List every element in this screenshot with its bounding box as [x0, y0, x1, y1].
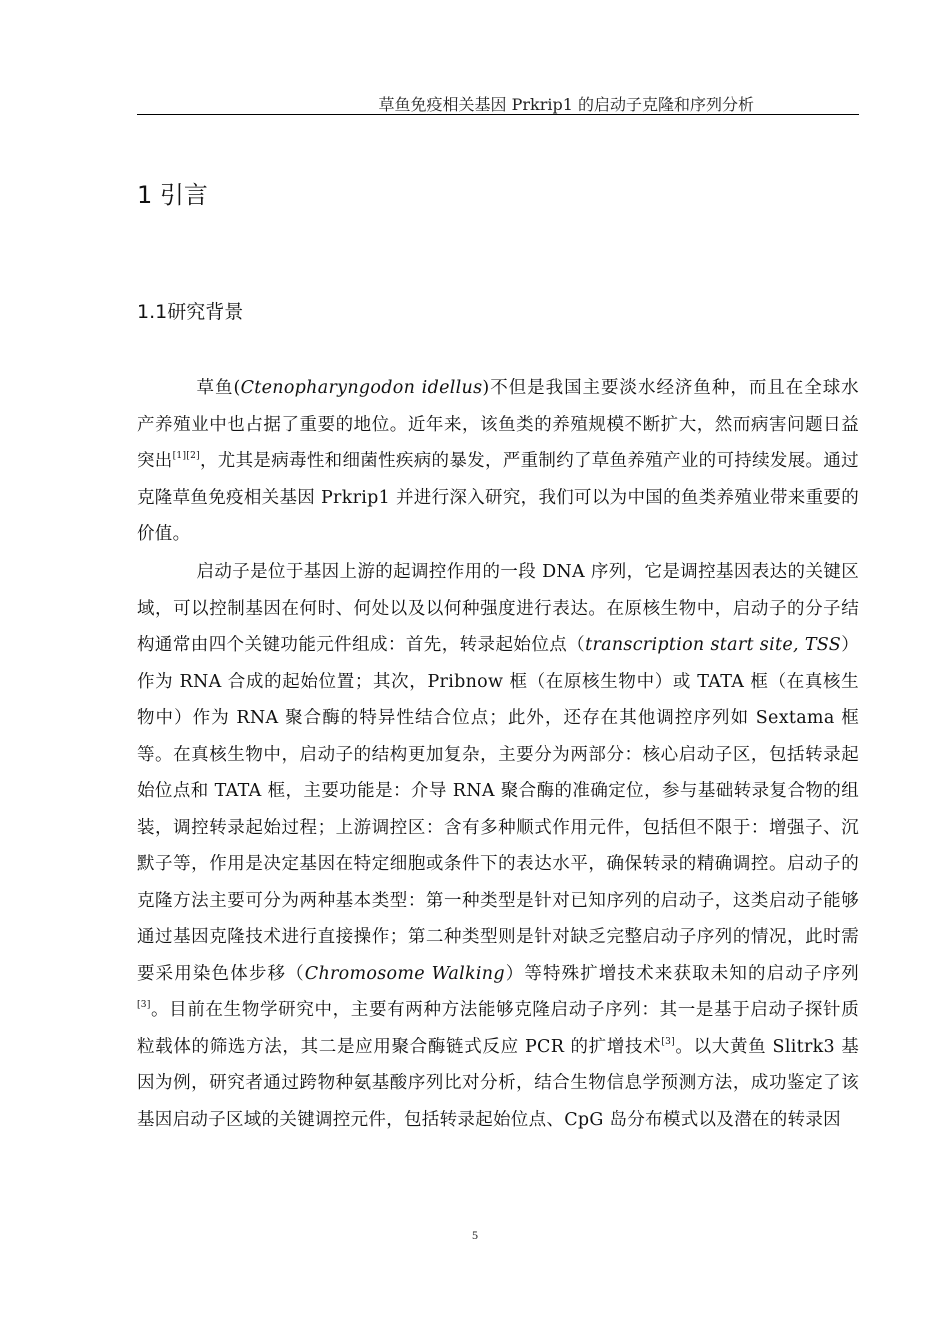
subsection-heading: [137, 297, 243, 324]
citation: [3]: [137, 1000, 151, 1010]
term-italic: Chromosome Walking: [304, 963, 505, 984]
term-italic: transcription start site, TSS: [585, 635, 842, 655]
text-run: 。以大黄鱼 Slitrk3 基因为例，研究者通过跨物种氨基酸序列比对分析，结合生物信息学预测方法，成功鉴定了该基因启动子区域的关键调控元件，包括转录起始位点、CpG 岛分布模式以及潜在的转录因: [137, 1036, 860, 1130]
text-run: )不但是我国主要淡水经济鱼种，而且在全球水产养殖业中也占据了重要的地位。近年来，该鱼类的养殖规模不断扩大，然而病害问题日益突出: [137, 378, 859, 471]
text-run: ）作为 RNA 合成的起始位置；其次，Pribnow 框（在原核生物中）或 TATA 框（在真核生物中）作为 RNA 聚合酶的特异性结合位点；此外，还存在其他调控序列如 Sextama 框等。在真核生物中，启动子的结构更加复杂，主要分为两部分：核心启动子区，包括转录起始位点和 TATA 框，主要功能是：介导 RNA 聚合酶的准确定位，参与基础转录复合物的组装，调控转录起始过程；上游调控区：含有多种顺式作用元件，包括但不限于：增强子、沉默子等，作用是决定基因在特定细胞或条件下的表达水平，确保转录的精确调控。启动子的克隆方法主要可分为两种基本类型：第一种类型是针对已知序列的启动子，这类启动子能够通过基因克隆技术进行直接操作；第二种类型则是针对缺乏完整启动子序列的情况，此时需要采用染色体步移（: [137, 635, 860, 984]
text-run: 。目前在生物学研究中，主要有两种方法能够克隆启动子序列：其一是基于启动子探针质粒载体的筛选方法，其二是应用聚合酶链式反应 PCR 的扩增技术: [137, 1000, 859, 1057]
page-number: 5: [472, 1228, 478, 1242]
section-heading: [137, 175, 208, 210]
text-run: ）等特殊扩增技术来获取未知的启动子序列: [504, 963, 860, 984]
running-header: 草鱼免疫相关基因 Prkrip1 的启动子克隆和序列分析: [378, 95, 754, 114]
subsection-title: 研究背景: [167, 301, 244, 323]
citation: [3]: [661, 1036, 676, 1047]
paragraph-1: [137, 370, 859, 553]
section-title: 引言: [159, 181, 208, 209]
paragraph-2: [137, 554, 859, 1138]
section-number: 1: [137, 181, 153, 209]
header-rule: [137, 114, 859, 115]
subsection-number: 1.1: [137, 301, 168, 323]
text-run: 启动子是位于基因上游的起调控作用的一段 DNA 序列，它是调控基因表达的关键区域，可以控制基因在何时、何处以及以何种强度进行表达。在原核生物中，启动子的分子结构通常由四个关键功能元件组成：首先，转录起始位点（: [137, 562, 859, 655]
text-run: 草鱼(: [196, 378, 241, 398]
citation: [1][2]: [172, 451, 200, 461]
species-name: Ctenopharyngodon idellus: [240, 378, 483, 398]
text-run: ，尤其是病毒性和细菌性疾病的暴发，严重制约了草鱼养殖产业的可持续发展。通过克隆草鱼免疫相关基因 Prkrip1 并进行深入研究，我们可以为中国的鱼类养殖业带来重要的价值。: [137, 451, 859, 544]
